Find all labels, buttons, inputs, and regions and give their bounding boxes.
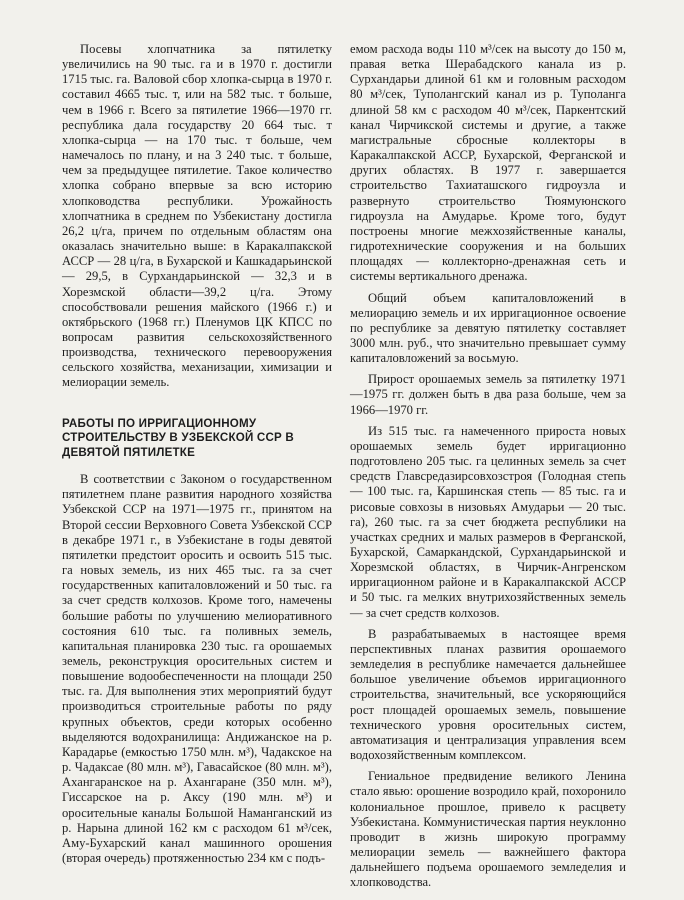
paragraph-new-lands-breakdown: Из 515 тыс. га намеченного прироста новых орошаемых земель будет ирригационно подготовлено 205 тыс. га целинных земель за счет средств Главсредазирсовхозстроя (Голодная степь — 100 тыс. га, Каршинская степь — 85 тыс. га и рисовые совхозы в низовьях Амударьи — 20 тыс. га), 260 тыс. га за счет бюджета республики на участках средних и малых размеров в Ферганской, Бухарской, Самаркандской, Сурхандарьинской и Хорезмской областях, в Чирчик-Ангренском ирригационном районе и в Каракалпакской АССР и 50 тыс. га мелких внутрихозяйственных земель — за счет средств колхозов. <box>350 423 626 620</box>
left-column <box>62 42 332 866</box>
paragraph-canals-continued: емом расхода воды 110 м³/сек на высоту до 150 м, правая ветка Шерабадского канала из р. Сурхандарьи длиной 61 км и головным расходом 80 м³/сек, Туполангский канал из р. Туполанга длиной 58 км с расходом 40 м³/сек, Паркентский канал Чирчикской системы и другие, а также магистральные сбросные коллекторы в Каракалпакской АССР, Бухарской, Ферганской и других областях. В 1977 г. завершается строительство Тахиаташского гидроузла и развернуто строительство Тюямуюнского гидроузла на Амударье. Кроме того, будут построены многие межхозяйственные каналы, гидротехнические сооружения и на больших площадях — коллекторно-дренажная сеть и системы вертикального дренажа. <box>350 42 626 284</box>
paragraph-irrigated-growth: Прирост орошаемых земель за пятилетку 1971—1975 гг. должен быть в два раза больше, чем за 1966—1970 гг. <box>350 372 626 417</box>
right-column <box>350 42 626 890</box>
paragraph-capital-investment: Общий объем капиталовложений в мелиорацию земель и их ирригационное освоение по республике за девятую пятилетку составляет 3000 млн. руб., что значительно превышает сумму капиталовложений за восьмую. <box>350 290 626 366</box>
paragraph-lenin-foresight: Гениальное предвидение великого Ленина стало явью: орошение возродило край, похоронило колониальное прошлое, привело к расцвету Узбекистана. Коммунистическая партия неуклонно проводит в жизнь широкую программу мелиорации земель — важнейшего фактора дальнейшего подъема орошаемого земледелия и хлопководства. <box>350 769 626 890</box>
paragraph-five-year-plan: В соответствии с Законом о государственном пятилетнем плане развития народного хозяйства Узбекской ССР на 1971—1975 гг., принятом на Второй сессии Верховного Совета Узбекской ССР в декабре 1971 г., в Узбекистане в годы девятой пятилетки предстоит оросить и освоить 515 тыс. га новых земель, из них 465 тыс. га за счет государственных капиталовложений и 50 тыс. га за счет средств колхозов. Кроме того, намечены большие работы по улучшению мелиоративного состояния 610 тыс. га поливных земель, капитальная планировка 230 тыс. га орошаемых земель, реконструкция оросительных систем и повышение водообеспеченности на площади 250 тыс. га. Для выполнения этих мероприятий будут производиться строительные работы по ряду крупных объектов, среди которых особенно выделяются водохранилища: Андижанское на р. Карадарье (емкостью 1750 млн. м³), Чадакское на р. Чадаксае (80 млн. м³), Гавасайское (80 млн. м³), Ахангаранское на р. Ахангаране (350 млн. м³), Гиссарское на р. Аксу (190 млн. м³) и оросительные каналы Большой Наманганский из р. Нарына длиной 162 км с расходом 61 м³/сек, Аму-Бухарский канал машинного орошения (вторая очередь) протяженностью 234 км с подъ- <box>62 472 332 865</box>
section-heading: РАБОТЫ ПО ИРРИГАЦИОННОМУ СТРОИТЕЛЬСТВУ В УЗБЕКСКОЙ ССР В ДЕВЯТОЙ ПЯТИЛЕТКЕ <box>62 416 294 459</box>
paragraph-cotton-results: Посевы хлопчатника за пятилетку увеличились на 90 тыс. га и в 1970 г. достигли 1715 тыс. га. Валовой сбор хлопка-сырца в 1970 г. составил 4665 тыс. т, или на 582 тыс. т больше, чем в 1966 г. Всего за пятилетие 1966—1970 гг. республика дала государству 20 664 тыс. т хлопка-сырца — на 170 тыс. т больше, чем намечалось по плану, и на 3 240 тыс. т больше, чем за предыдущее пятилетие. Такое количество хлопка собрано впервые за всю историю хлопководства республики. Урожайность хлопчатника в среднем по Узбекистану достигла 26,2 ц/га, причем по отдельным областям она оказалась значительно выше: в Каракалпакской АССР — 28 ц/га, в Бухарской и Кашкадарьинской — 29,5, в Сурхандарьинской — 32,3 и в Хорезмской области—39,2 ц/га. Этому способствовали решения майского (1966 г.) и октябрьского (1968 гг.) Пленумов ЦК КПСС по вопросам развития сельскохозяйственного производства, технического перевооружения сельского хозяйства, механизации, химизации и мелиорации земель. <box>62 42 332 390</box>
paragraph-perspective-plans: В разрабатываемых в настоящее время перспективных планах развития орошаемого земледелия в республике намечается дальнейшее большое увеличение объемов ирригационного строительства, значительный, все ускоряющийся рост площадей орошаемых земель, повышение технического уровня оросительных систем, автоматизация и централизация управления всем водохозяйственным комплексом. <box>350 626 626 763</box>
